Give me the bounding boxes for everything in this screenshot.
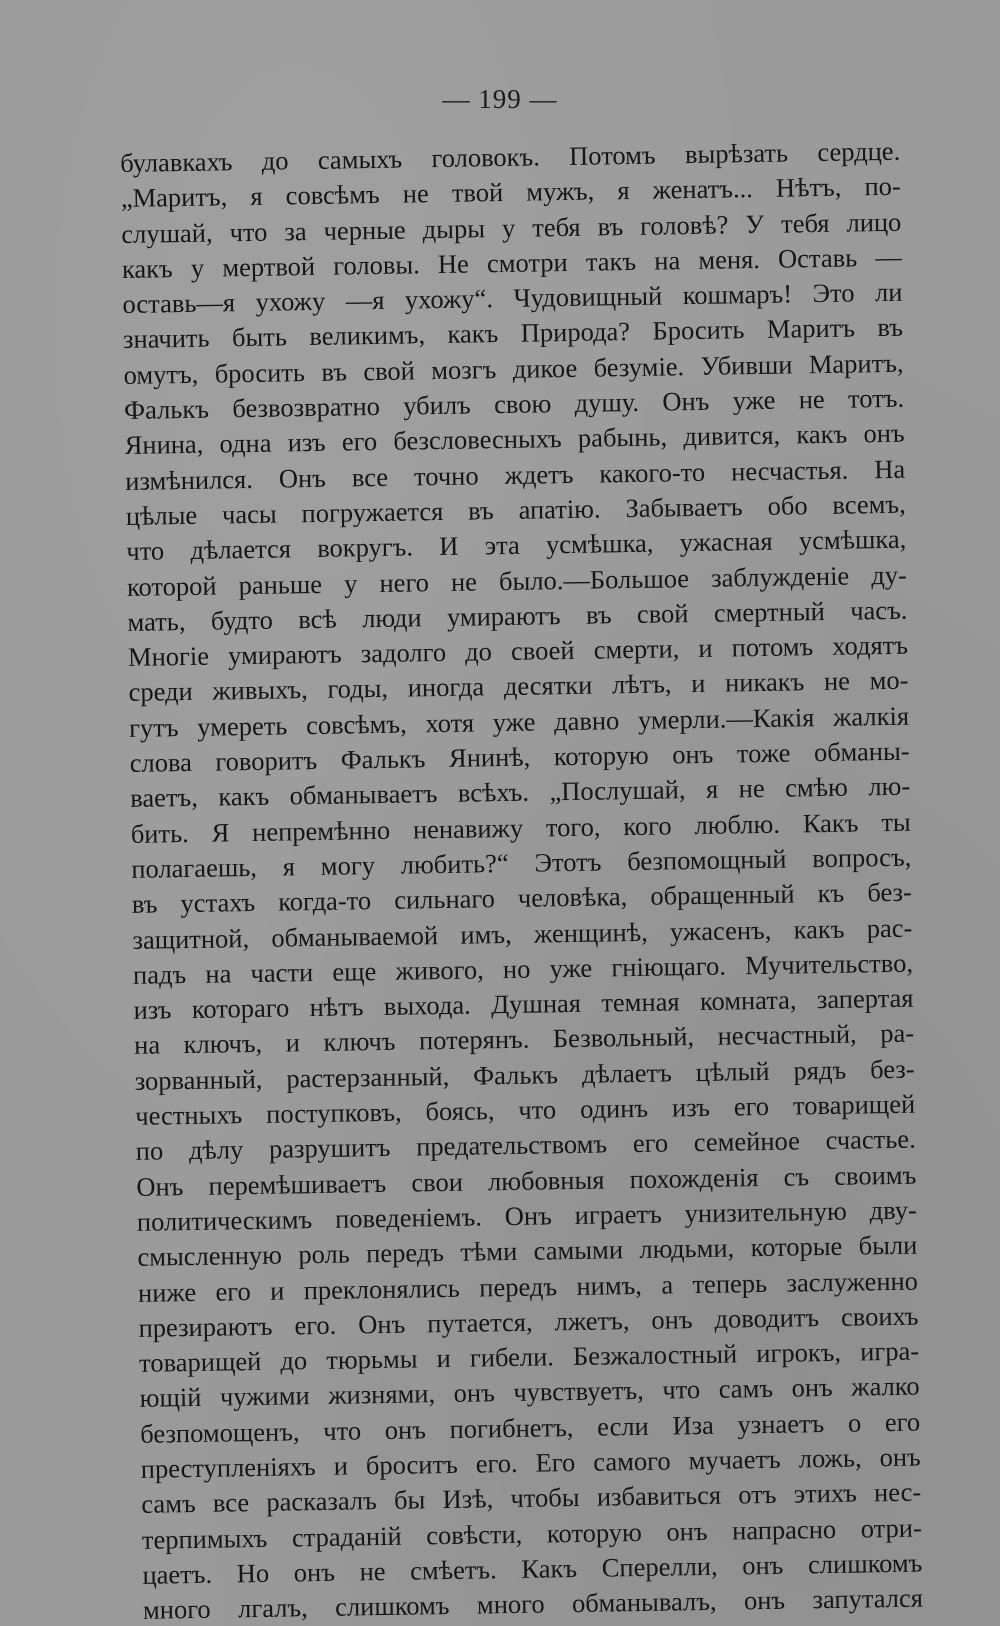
text-line: Янина, одна изъ его безсловесныхъ рабынь, дивится, какъ онъ xyxy=(124,418,905,461)
text-line: мать, будто всѣ люди умираютъ въ свой смертный часъ. xyxy=(127,594,908,637)
text-line: ниже его и преклонялись передъ нимъ, а теперь заслуженно xyxy=(137,1265,919,1308)
text-line: что дѣлается вокругъ. И эта усмѣшка, ужасная усмѣшка, xyxy=(126,523,907,567)
text-line: Фалькъ безвозвратно убилъ свою душу. Онъ уже не тотъ. xyxy=(123,382,905,426)
text-line: преступленіяхъ и броситъ его. Его самого мучаетъ ложь, онъ xyxy=(140,1441,921,1484)
text-line: въ устахъ когда-то сильнаго человѣка, обращенный къ без- xyxy=(131,876,913,920)
text-line: Многіе умираютъ задолго до своей смерти, и потомъ ходятъ xyxy=(127,629,909,673)
text-line: бить. Я непремѣнно ненавижу того, кого люблю. Какъ ты xyxy=(130,806,911,849)
text-line: ющій чужими жизнями, онъ чувствуетъ, что самъ онъ жалко xyxy=(139,1370,920,1414)
text-line: оставь—я ухожу —я ухожу“. Чудовищный кошмаръ! Это ли xyxy=(122,276,903,320)
text-line: на ключъ, и ключъ потерянъ. Безвольный, несчастный, ра- xyxy=(133,1018,915,1061)
text-line: самъ все расказалъ бы Изѣ, чтобы избавиться отъ этихъ нес- xyxy=(141,1476,922,1520)
text-line: товарищей до тюрьмы и гибели. Безжалостный игрокъ, игра- xyxy=(138,1335,920,1378)
text-line: много лгалъ, слишкомъ много обманывалъ, онъ запутался xyxy=(142,1582,924,1625)
text-line: защитной, обманываемой имъ, женщинѣ, ужасенъ, какъ рас- xyxy=(132,912,913,955)
text-line: полагаешь, я могу любить?“ Этотъ безпомощный вопросъ, xyxy=(131,841,912,884)
text-line: слушай, что за черные дыры у тебя въ головѣ? У тебя лицо xyxy=(121,206,902,249)
text-line: Онъ перемѣшиваетъ свои любовныя похожденія съ своимъ xyxy=(136,1159,917,1202)
body-text xyxy=(120,134,923,1626)
text-line: безпомощенъ, что онъ погибнетъ, если Иза узнаетъ о его xyxy=(139,1406,921,1449)
text-line: ваетъ, какъ обманываетъ всѣхъ. „Послушай, я не смѣю лю- xyxy=(130,771,911,814)
text-line: которой раньше у него не было.—Большое заблужденіе ду- xyxy=(126,559,908,602)
text-line: измѣнился. Онъ все точно ждетъ какого-то несчастья. На xyxy=(125,453,906,496)
text-line: гутъ умереть совсѣмъ, хотя уже давно умерли.—Какія жалкія xyxy=(128,700,910,743)
text-line: значить быть великимъ, какъ Природа? Бросить Маритъ въ xyxy=(122,312,904,355)
text-line: какъ у мертвой головы. Не смотри такъ на меня. Оставь — xyxy=(121,241,903,284)
text-line: омутъ, бросить въ свой мозгъ дикое безуміе. Убивши Маритъ, xyxy=(123,347,904,390)
text-line: слова говоритъ Фалькъ Янинѣ, которую онъ тоже обманы- xyxy=(129,735,910,778)
text-line: политическимъ поведеніемъ. Онъ играетъ унизительную дву- xyxy=(136,1194,918,1237)
text-line: смысленную роль передъ тѣми самыми людьми, которые были xyxy=(137,1229,918,1273)
page-number: — 199 — xyxy=(442,84,558,114)
text-line: падъ на части еще живого, но уже гніющаго. Мучительство, xyxy=(132,947,914,990)
text-line: зорванный, растерзанный, Фалькъ дѣлаетъ цѣлый рядъ без- xyxy=(134,1053,915,1096)
text-line: цѣлые часы погружается въ апатію. Забываетъ обо всемъ, xyxy=(125,488,906,531)
text-line: честныхъ поступковъ, боясь, что одинъ изъ его товарищей xyxy=(135,1088,916,1131)
text-line: „Маритъ, я совсѣмъ не твой мужъ, я женатъ... Нѣтъ, по- xyxy=(120,171,901,214)
text-line: терпимыхъ страданій совѣсти, которую онъ напрасно отри- xyxy=(141,1512,923,1555)
text-line: презираютъ его. Онъ путается, лжетъ, онъ доводитъ своихъ xyxy=(138,1300,919,1343)
text-line: по дѣлу разрушитъ предательствомъ его семейное счастье. xyxy=(135,1123,916,1167)
text-line: изъ котораго нѣтъ выхода. Душная темная комната, запертая xyxy=(133,982,914,1026)
text-line: булавкахъ до самыхъ головокъ. Потомъ вырѣзать сердце. xyxy=(120,135,901,178)
text-line: цаетъ. Но онъ не смѣетъ. Какъ Сперелли, онъ слишкомъ xyxy=(142,1547,923,1590)
text-line: среди живыхъ, годы, иногда десятки лѣтъ, и никакъ не мо- xyxy=(128,665,909,708)
